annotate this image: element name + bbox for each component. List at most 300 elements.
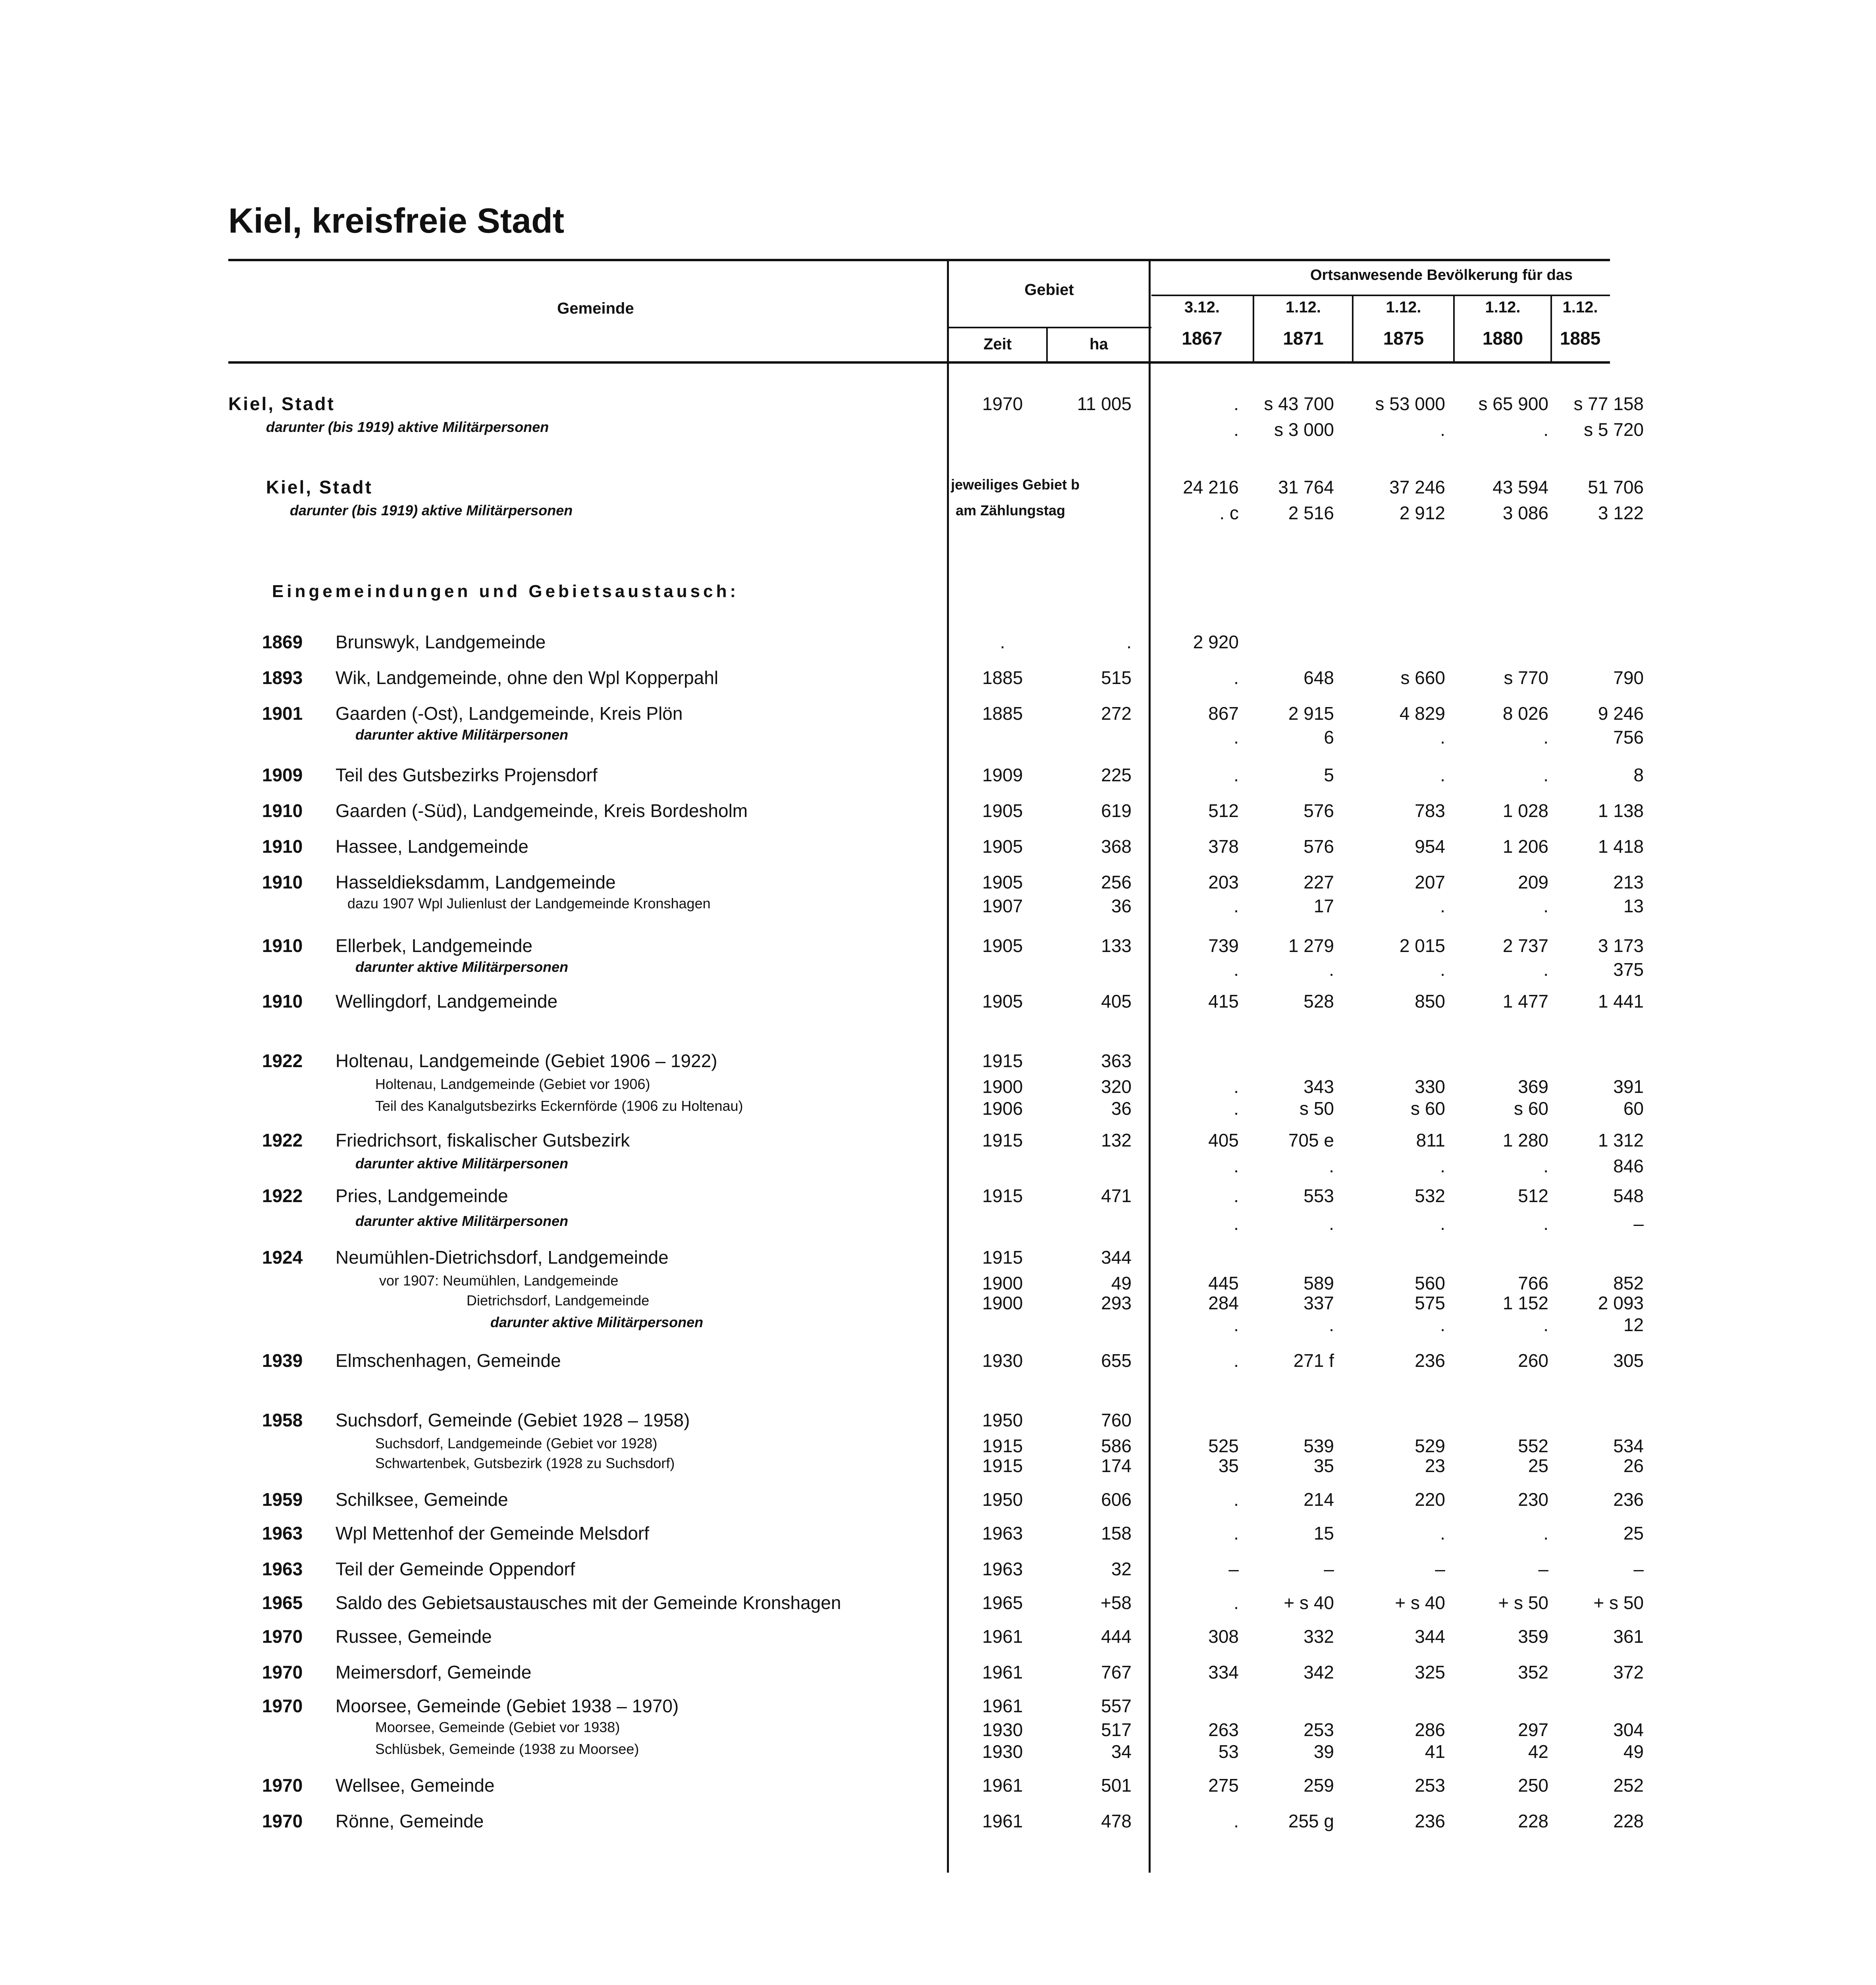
row-value-1867: 263 xyxy=(1208,1719,1239,1740)
row-ha: 655 xyxy=(1101,1350,1132,1371)
header-bottom-rule xyxy=(228,361,1610,364)
row-value-1867: . xyxy=(1234,1592,1239,1613)
row-year: 1963 xyxy=(262,1523,303,1544)
row-value-1880: 552 xyxy=(1518,1436,1548,1456)
row-value-1867: . xyxy=(1234,727,1239,748)
row-name: Saldo des Gebietsaustausches mit der Gemeinde Kronshagen xyxy=(335,1592,841,1613)
row-value-1880: 1 280 xyxy=(1502,1130,1548,1151)
row-value-1880: 8 026 xyxy=(1502,703,1548,724)
row-value-1880: . xyxy=(1543,896,1548,916)
row-value-1871: 39 xyxy=(1313,1741,1334,1762)
row-value-1875: – xyxy=(1435,1559,1445,1579)
row-name: Teil der Gemeinde Oppendorf xyxy=(335,1559,575,1579)
row-zeit: 1905 xyxy=(982,872,1023,892)
header-year-4: 1880 xyxy=(1482,328,1523,349)
row-value-1875: 529 xyxy=(1415,1436,1445,1456)
row-value-1871: 31 764 xyxy=(1278,477,1334,497)
row-value-1867: . xyxy=(1234,1156,1239,1176)
row-value-1867: . xyxy=(1234,1523,1239,1544)
row-zeit: 1930 xyxy=(982,1741,1023,1762)
row-value-1880: 359 xyxy=(1518,1626,1548,1647)
row-zeit: 1961 xyxy=(982,1626,1023,1647)
row-value-1867: . xyxy=(1234,393,1239,414)
row-value-1867: . xyxy=(1234,1314,1239,1335)
row-ha: 368 xyxy=(1101,836,1132,857)
row-name: Gaarden (-Süd), Landgemeinde, Kreis Bordesholm xyxy=(335,800,748,821)
page-title: Kiel, kreisfreie Stadt xyxy=(228,201,565,240)
header-date-1: 3.12. xyxy=(1184,299,1220,316)
row-value-1885: 228 xyxy=(1613,1811,1644,1831)
row-value-1880: 250 xyxy=(1518,1775,1548,1796)
row-name: darunter aktive Militärpersonen xyxy=(355,727,569,743)
row-value-1871: 2 516 xyxy=(1288,503,1334,523)
row-value-1885: 852 xyxy=(1613,1273,1644,1293)
row-name: Ellerbek, Landgemeinde xyxy=(335,935,533,956)
row-zeit: . xyxy=(1000,632,1005,652)
row-value-1867: 405 xyxy=(1208,1130,1239,1151)
row-ha: 515 xyxy=(1101,667,1132,688)
row-value-1885: s 5 720 xyxy=(1584,419,1644,440)
row-value-1885: 236 xyxy=(1613,1489,1644,1510)
row-value-1885: 8 xyxy=(1633,765,1644,785)
row-name: darunter aktive Militärpersonen xyxy=(355,1155,569,1172)
row-zeit: 1915 xyxy=(982,1185,1023,1206)
row-value-1880: . xyxy=(1543,1314,1548,1335)
row-zeit: 1963 xyxy=(982,1523,1023,1544)
row-name: Russee, Gemeinde xyxy=(335,1626,492,1647)
row-value-1875: s 53 000 xyxy=(1375,393,1445,414)
row-year: 1970 xyxy=(262,1811,303,1831)
header-year-5: 1885 xyxy=(1560,328,1601,349)
row-name: Gaarden (-Ost), Landgemeinde, Kreis Plön xyxy=(335,703,683,724)
row-value-1880: . xyxy=(1543,959,1548,980)
col-divider-zeit xyxy=(1046,327,1048,362)
row-name: Kiel, Stadt xyxy=(266,477,373,497)
row-year: 1959 xyxy=(262,1489,303,1510)
row-value-1885: 372 xyxy=(1613,1662,1644,1682)
row-zeit: 1915 xyxy=(982,1455,1023,1476)
row-value-1885: + s 50 xyxy=(1593,1592,1644,1613)
row-value-1885: 3 122 xyxy=(1598,503,1644,523)
col-divider-d2 xyxy=(1352,295,1353,362)
row-name: darunter (bis 1919) aktive Militärpersonen xyxy=(290,502,573,518)
row-ha: 760 xyxy=(1101,1410,1132,1430)
row-value-1885: 1 138 xyxy=(1598,800,1644,821)
row-value-1871: 227 xyxy=(1303,872,1334,892)
row-value-1871: . xyxy=(1329,1213,1334,1234)
row-value-1880: . xyxy=(1543,1523,1548,1544)
row-ha: 501 xyxy=(1101,1775,1132,1796)
row-value-1885: 252 xyxy=(1613,1775,1644,1796)
header-year-3: 1875 xyxy=(1383,328,1424,349)
row-value-1871: 576 xyxy=(1303,836,1334,857)
row-zeit: 1905 xyxy=(982,991,1023,1012)
header-date-3: 1.12. xyxy=(1386,299,1421,316)
row-value-1871: 332 xyxy=(1303,1626,1334,1647)
row-value-1880: s 770 xyxy=(1504,667,1548,688)
row-value-1871: – xyxy=(1324,1559,1334,1579)
col-divider-d4 xyxy=(1550,295,1552,362)
row-value-1871: 17 xyxy=(1313,896,1334,916)
row-value-1885: 12 xyxy=(1623,1314,1644,1335)
row-value-1880: 766 xyxy=(1518,1273,1548,1293)
row-name: darunter aktive Militärpersonen xyxy=(355,959,569,975)
row-ha: 34 xyxy=(1111,1741,1132,1762)
row-value-1885: 3 173 xyxy=(1598,935,1644,956)
row-name: Holtenau, Landgemeinde (Gebiet 1906 – 1922) xyxy=(335,1050,717,1071)
row-zeit: 1905 xyxy=(982,800,1023,821)
row-value-1871: . xyxy=(1329,1156,1334,1176)
row-value-1880: 260 xyxy=(1518,1350,1548,1371)
header-zeit: Zeit xyxy=(983,335,1012,353)
row-value-1875: 236 xyxy=(1415,1350,1445,1371)
row-value-1875: 2 912 xyxy=(1399,503,1445,523)
row-value-1880: 512 xyxy=(1518,1185,1548,1206)
row-value-1880: . xyxy=(1543,1156,1548,1176)
row-value-1880: 209 xyxy=(1518,872,1548,892)
row-value-1867: . xyxy=(1234,1213,1239,1234)
row-value-1885: 790 xyxy=(1613,667,1644,688)
row-value-1867: 334 xyxy=(1208,1662,1239,1682)
row-value-1867: 35 xyxy=(1218,1455,1239,1476)
row-name: Teil des Gutsbezirks Projensdorf xyxy=(335,765,598,785)
row-value-1871: 705 e xyxy=(1288,1130,1334,1151)
row-value-1880: s 65 900 xyxy=(1478,393,1548,414)
row-value-1871: s 50 xyxy=(1300,1098,1334,1119)
row-value-1880: 230 xyxy=(1518,1489,1548,1510)
row-ha: 471 xyxy=(1101,1185,1132,1206)
row-ha: 478 xyxy=(1101,1811,1132,1831)
row-value-1880: 1 206 xyxy=(1502,836,1548,857)
row-value-1885: 51 706 xyxy=(1588,477,1644,497)
row-year: 1963 xyxy=(262,1559,303,1579)
row-zeit: 1906 xyxy=(982,1098,1023,1119)
header-bevoelkerung: Ortsanwesende Bevölkerung für das xyxy=(1310,267,1573,283)
row-name: Neumühlen-Dietrichsdorf, Landgemeinde xyxy=(335,1247,669,1268)
row-zeit: 1885 xyxy=(982,703,1023,724)
row-value-1885: 534 xyxy=(1613,1436,1644,1456)
row-ha: 586 xyxy=(1101,1436,1132,1456)
row-ha: 272 xyxy=(1101,703,1132,724)
row-value-1880: 25 xyxy=(1528,1455,1548,1476)
row-name: Schlüsbek, Gemeinde (1938 zu Moorsee) xyxy=(375,1741,639,1757)
row-value-1885: 13 xyxy=(1623,896,1644,916)
row-value-1867: 445 xyxy=(1208,1273,1239,1293)
row-year: 1970 xyxy=(262,1775,303,1796)
row-year: 1970 xyxy=(262,1696,303,1716)
row-value-1871: 214 xyxy=(1303,1489,1334,1510)
row-value-1871: 589 xyxy=(1303,1273,1334,1293)
row-zeit: 1930 xyxy=(982,1719,1023,1740)
row-value-1885: 60 xyxy=(1623,1098,1644,1119)
row-name: darunter aktive Militärpersonen xyxy=(490,1314,704,1330)
row-value-1871: 271 f xyxy=(1293,1350,1334,1371)
row-zeit: 1970 xyxy=(982,393,1023,414)
row-value-1875: . xyxy=(1440,727,1445,748)
row-ha: 363 xyxy=(1101,1050,1132,1071)
row-value-1885: 1 312 xyxy=(1598,1130,1644,1151)
row-value-1867: . xyxy=(1234,959,1239,980)
row-value-1885: 1 418 xyxy=(1598,836,1644,857)
row-name: Wellsee, Gemeinde xyxy=(335,1775,495,1796)
row-name: Dietrichsdorf, Landgemeinde xyxy=(467,1292,650,1309)
row-value-1875: . xyxy=(1440,959,1445,980)
row-value-1875: 325 xyxy=(1415,1662,1445,1682)
row-value-1885: 846 xyxy=(1613,1156,1644,1176)
header-date-5: 1.12. xyxy=(1562,299,1598,316)
row-ha: 444 xyxy=(1101,1626,1132,1647)
row-value-1867: 525 xyxy=(1208,1436,1239,1456)
row-value-1867: 284 xyxy=(1208,1293,1239,1313)
header-gebiet: Gebiet xyxy=(1024,281,1074,299)
row-value-1885: – xyxy=(1633,1213,1644,1234)
row-value-1871: 259 xyxy=(1303,1775,1334,1796)
row-year: 1909 xyxy=(262,765,303,785)
row-zeit: 1907 xyxy=(982,896,1023,916)
row-ha: . xyxy=(1126,632,1132,652)
header-date-4: 1.12. xyxy=(1485,299,1521,316)
row-value-1875: 344 xyxy=(1415,1626,1445,1647)
row-ha: 132 xyxy=(1101,1130,1132,1151)
row-ha: 11 005 xyxy=(1077,393,1132,414)
row-value-1875: 207 xyxy=(1415,872,1445,892)
row-value-1871: . xyxy=(1329,959,1334,980)
row-value-1880: 1 028 xyxy=(1502,800,1548,821)
row-value-1875: . xyxy=(1440,1156,1445,1176)
row-value-1875: 575 xyxy=(1415,1293,1445,1313)
row-value-1871: 576 xyxy=(1303,800,1334,821)
row-value-1871: + s 40 xyxy=(1284,1592,1334,1613)
row-name: darunter (bis 1919) aktive Militärpersonen xyxy=(266,419,549,435)
row-value-1871: 553 xyxy=(1303,1185,1334,1206)
row-value-1871: s 3 000 xyxy=(1274,419,1334,440)
row-value-1880: 352 xyxy=(1518,1662,1548,1682)
row-value-1880: – xyxy=(1538,1559,1548,1579)
row-value-1871: 1 279 xyxy=(1288,935,1334,956)
row-value-1885: 2 093 xyxy=(1598,1293,1644,1313)
row-value-1867: 415 xyxy=(1208,991,1239,1012)
row-ha: 517 xyxy=(1101,1719,1132,1740)
row-year: 1910 xyxy=(262,836,303,857)
row-zeit: jeweiliges Gebiet b xyxy=(951,476,1080,493)
row-value-1880: . xyxy=(1543,419,1548,440)
row-ha: 767 xyxy=(1101,1662,1132,1682)
row-name: Rönne, Gemeinde xyxy=(335,1811,484,1831)
row-value-1875: 220 xyxy=(1415,1489,1445,1510)
row-value-1871: 337 xyxy=(1303,1293,1334,1313)
row-name: Suchsdorf, Landgemeinde (Gebiet vor 1928) xyxy=(375,1435,657,1451)
row-value-1871: 648 xyxy=(1303,667,1334,688)
header-year-2: 1871 xyxy=(1283,328,1324,349)
row-zeit: 1885 xyxy=(982,667,1023,688)
row-value-1867: 24 216 xyxy=(1183,477,1239,497)
row-value-1871: 342 xyxy=(1303,1662,1334,1682)
row-zeit: 1915 xyxy=(982,1050,1023,1071)
row-zeit: 1905 xyxy=(982,836,1023,857)
row-value-1871: s 43 700 xyxy=(1264,393,1334,414)
header-top-rule xyxy=(228,259,1610,261)
row-value-1880: 369 xyxy=(1518,1076,1548,1097)
row-name: Schilksee, Gemeinde xyxy=(335,1489,508,1510)
row-name: Hassee, Landgemeinde xyxy=(335,836,528,857)
row-value-1871: 539 xyxy=(1303,1436,1334,1456)
row-value-1880: 2 737 xyxy=(1502,935,1548,956)
row-value-1875: 532 xyxy=(1415,1185,1445,1206)
row-value-1867: . xyxy=(1234,1350,1239,1371)
row-value-1867: 308 xyxy=(1208,1626,1239,1647)
row-value-1871: 35 xyxy=(1313,1455,1334,1476)
row-ha: 32 xyxy=(1111,1559,1132,1579)
row-zeit: 1965 xyxy=(982,1592,1023,1613)
row-value-1880: 43 594 xyxy=(1492,477,1548,497)
row-value-1871: 253 xyxy=(1303,1719,1334,1740)
row-zeit: 1961 xyxy=(982,1775,1023,1796)
row-value-1871: 343 xyxy=(1303,1076,1334,1097)
row-year: 1910 xyxy=(262,935,303,956)
row-year: 1965 xyxy=(262,1592,303,1613)
row-name: Wik, Landgemeinde, ohne den Wpl Kopperpahl xyxy=(335,667,719,688)
row-zeit: 1915 xyxy=(982,1130,1023,1151)
row-value-1875: 286 xyxy=(1415,1719,1445,1740)
row-zeit: 1915 xyxy=(982,1436,1023,1456)
row-zeit: 1950 xyxy=(982,1410,1023,1430)
row-zeit: 1900 xyxy=(982,1273,1023,1293)
row-ha: 49 xyxy=(1111,1273,1132,1293)
row-value-1875: 4 829 xyxy=(1399,703,1445,724)
row-name: Holtenau, Landgemeinde (Gebiet vor 1906) xyxy=(375,1076,650,1092)
row-name: Wpl Mettenhof der Gemeinde Melsdorf xyxy=(335,1523,650,1544)
row-value-1885: 9 246 xyxy=(1598,703,1644,724)
row-ha: 320 xyxy=(1101,1076,1132,1097)
header-ha: ha xyxy=(1089,335,1108,353)
row-value-1867: . xyxy=(1234,765,1239,785)
row-value-1875: . xyxy=(1440,1314,1445,1335)
row-ha: 557 xyxy=(1101,1696,1132,1716)
row-value-1871: 5 xyxy=(1324,765,1334,785)
row-year: 1922 xyxy=(262,1185,303,1206)
row-value-1867: . xyxy=(1234,419,1239,440)
row-zeit: 1900 xyxy=(982,1293,1023,1313)
row-value-1867: 203 xyxy=(1208,872,1239,892)
row-year: 1958 xyxy=(262,1410,303,1430)
bev-subrule xyxy=(1151,295,1610,296)
row-value-1875: . xyxy=(1440,765,1445,785)
row-ha: 256 xyxy=(1101,872,1132,892)
row-value-1867: . c xyxy=(1219,503,1239,523)
row-value-1875: 954 xyxy=(1415,836,1445,857)
row-value-1867: 53 xyxy=(1218,1741,1239,1762)
col-divider-d1 xyxy=(1253,295,1254,362)
row-value-1875: 37 246 xyxy=(1389,477,1445,497)
row-zeit: 1950 xyxy=(982,1489,1023,1510)
row-value-1885: 25 xyxy=(1623,1523,1644,1544)
row-year: 1901 xyxy=(262,703,303,724)
row-name: Teil des Kanalgutsbezirks Eckernförde (1906 zu Holtenau) xyxy=(375,1098,743,1114)
row-ha: 606 xyxy=(1101,1489,1132,1510)
row-value-1885: 375 xyxy=(1613,959,1644,980)
row-value-1875: 811 xyxy=(1416,1130,1445,1151)
row-value-1880: 228 xyxy=(1518,1811,1548,1831)
section-label: Eingemeindungen und Gebietsaustausch: xyxy=(272,582,739,601)
row-year: 1910 xyxy=(262,991,303,1012)
row-value-1875: . xyxy=(1440,419,1445,440)
row-value-1867: . xyxy=(1234,1811,1239,1831)
row-year: 1910 xyxy=(262,872,303,892)
row-value-1875: 783 xyxy=(1415,800,1445,821)
row-zeit: 1961 xyxy=(982,1811,1023,1831)
row-value-1875: 560 xyxy=(1415,1273,1445,1293)
row-name: Wellingdorf, Landgemeinde xyxy=(335,991,558,1012)
row-value-1867: 275 xyxy=(1208,1775,1239,1796)
row-year: 1970 xyxy=(262,1662,303,1682)
row-value-1875: s 660 xyxy=(1400,667,1445,688)
col-divider-gemeinde xyxy=(947,259,949,1873)
row-year: 1939 xyxy=(262,1350,303,1371)
row-zeit: 1905 xyxy=(982,935,1023,956)
row-ha: 619 xyxy=(1101,800,1132,821)
row-value-1871: 528 xyxy=(1303,991,1334,1012)
row-value-1875: . xyxy=(1440,1523,1445,1544)
row-value-1885: 304 xyxy=(1613,1719,1644,1740)
row-value-1875: + s 40 xyxy=(1395,1592,1445,1613)
row-zeit: 1930 xyxy=(982,1350,1023,1371)
row-value-1885: 391 xyxy=(1613,1076,1644,1097)
row-value-1867: 739 xyxy=(1208,935,1239,956)
row-zeit: 1963 xyxy=(982,1559,1023,1579)
row-value-1867: 2 920 xyxy=(1193,632,1239,652)
row-ha: +58 xyxy=(1100,1592,1132,1613)
row-value-1880: 3 086 xyxy=(1502,503,1548,523)
row-value-1885: 26 xyxy=(1623,1455,1644,1476)
row-value-1885: 49 xyxy=(1623,1741,1644,1762)
row-value-1867: . xyxy=(1234,1185,1239,1206)
row-zeit: 1915 xyxy=(982,1247,1023,1268)
row-value-1875: . xyxy=(1440,1213,1445,1234)
row-zeit: 1909 xyxy=(982,765,1023,785)
row-ha: 36 xyxy=(1111,1098,1132,1119)
row-value-1867: – xyxy=(1228,1559,1239,1579)
row-value-1885: 756 xyxy=(1613,727,1644,748)
row-value-1885: 1 441 xyxy=(1598,991,1644,1012)
row-value-1871: 255 g xyxy=(1288,1811,1334,1831)
row-ha: 174 xyxy=(1101,1455,1132,1476)
row-value-1885: 361 xyxy=(1613,1626,1644,1647)
row-year: 1922 xyxy=(262,1130,303,1151)
row-name: vor 1907: Neumühlen, Landgemeinde xyxy=(379,1272,619,1289)
row-value-1880: + s 50 xyxy=(1498,1592,1548,1613)
row-value-1885: – xyxy=(1633,1559,1644,1579)
row-year: 1970 xyxy=(262,1626,303,1647)
row-value-1880: 42 xyxy=(1528,1741,1548,1762)
row-name: Brunswyk, Landgemeinde xyxy=(335,632,546,652)
row-value-1875: 2 015 xyxy=(1399,935,1445,956)
row-value-1871: 2 915 xyxy=(1288,703,1334,724)
row-value-1880: 297 xyxy=(1518,1719,1548,1740)
row-value-1880: 1 152 xyxy=(1502,1293,1548,1313)
header-gemeinde: Gemeinde xyxy=(557,300,634,317)
row-value-1875: 850 xyxy=(1415,991,1445,1012)
row-ha: 293 xyxy=(1101,1293,1132,1313)
row-value-1871: 15 xyxy=(1313,1523,1334,1544)
row-name: Elmschenhagen, Gemeinde xyxy=(335,1350,561,1371)
row-name: Schwartenbek, Gutsbezirk (1928 zu Suchsdorf) xyxy=(375,1455,675,1471)
row-value-1875: 330 xyxy=(1415,1076,1445,1097)
row-ha: 225 xyxy=(1101,765,1132,785)
row-name: Suchsdorf, Gemeinde (Gebiet 1928 – 1958) xyxy=(335,1410,690,1430)
row-value-1867: 867 xyxy=(1208,703,1239,724)
row-value-1880: . xyxy=(1543,727,1548,748)
row-zeit: 1900 xyxy=(982,1076,1023,1097)
